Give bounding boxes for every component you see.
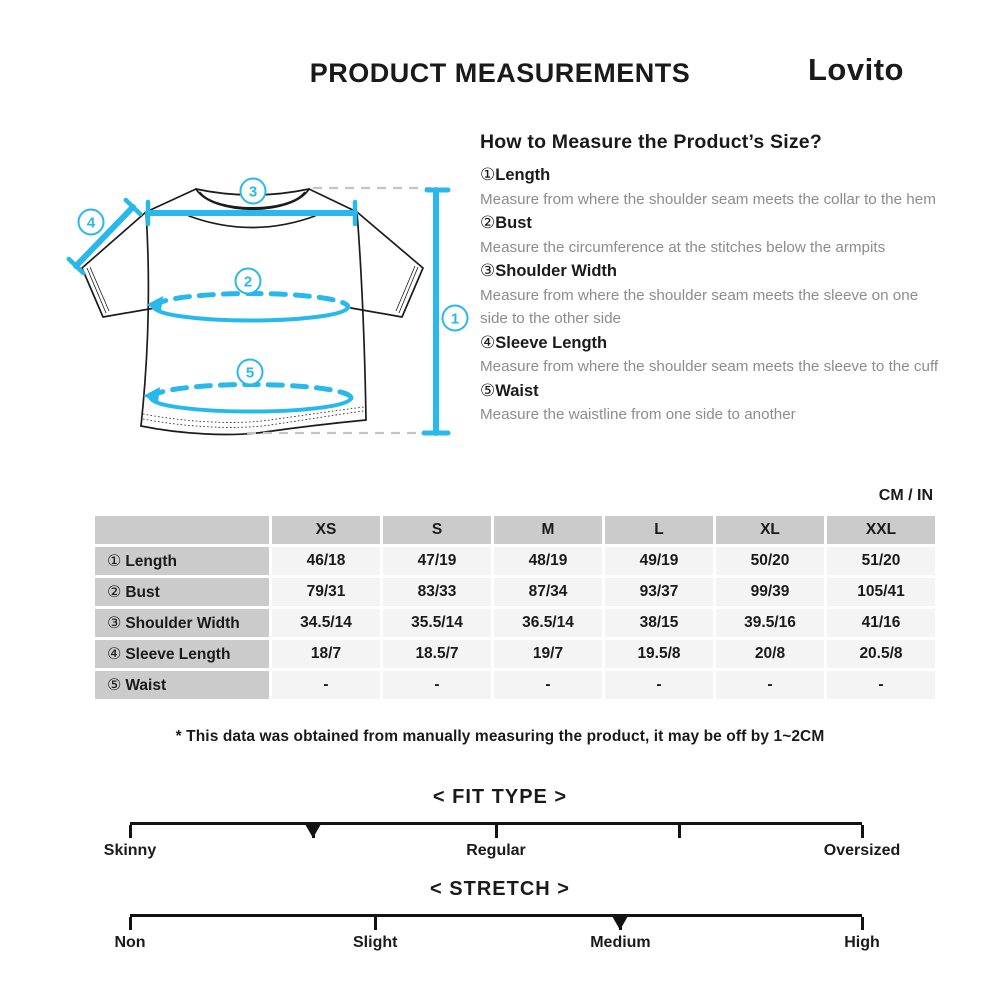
col-header-xs: XS xyxy=(272,516,380,544)
scale-label-non: Non xyxy=(114,934,146,951)
table-row xyxy=(95,578,935,606)
cell-value: 41/16 xyxy=(827,609,935,637)
cell-value: 18.5/7 xyxy=(383,640,491,668)
badge-sleeve-length: 4 xyxy=(86,214,96,232)
row-title: Sleeve Length xyxy=(125,646,231,663)
cell-value: 87/34 xyxy=(494,578,602,606)
cell-value: 93/37 xyxy=(605,578,713,606)
how-to-measure-section xyxy=(480,131,940,427)
measure-item-desc: Measure from where the shoulder seam meets the sleeve to the cuff xyxy=(480,358,939,375)
row-number: ③ xyxy=(107,615,122,632)
row-title: Shoulder Width xyxy=(125,615,240,632)
cell-value: 20.5/8 xyxy=(827,640,935,668)
page-title: PRODUCT MEASUREMENTS xyxy=(309,58,691,88)
cell-value: 35.5/14 xyxy=(383,609,491,637)
cell-value: - xyxy=(827,671,935,699)
cell-value: - xyxy=(383,671,491,699)
item-title: Shoulder Width xyxy=(495,262,618,280)
item-number: ⑤ xyxy=(480,380,496,400)
measure-item-label xyxy=(480,379,940,404)
row-label xyxy=(95,578,269,606)
measure-item-desc: Measure the circumference at the stitches below the armpits xyxy=(480,238,886,256)
table-row xyxy=(95,640,935,668)
tshirt-measurement-diagram xyxy=(55,160,475,470)
cell-value: 19/7 xyxy=(494,640,602,668)
cell-value: 51/20 xyxy=(827,547,935,575)
cell-value: 18/7 xyxy=(272,640,380,668)
size-table xyxy=(92,513,938,702)
table-row xyxy=(95,609,935,637)
item-title: Sleeve Length xyxy=(495,333,608,352)
cell-value: 47/19 xyxy=(383,547,491,575)
scale-label-regular: Regular xyxy=(466,842,526,859)
measure-item-desc: Measure from where the shoulder seam meets the sleeve on one side to the other side xyxy=(480,286,919,327)
scale-label-skinny: Skinny xyxy=(103,842,157,859)
cell-value: 20/8 xyxy=(716,640,824,668)
scale-tick xyxy=(129,825,132,838)
badge-length: 1 xyxy=(450,310,460,328)
stretch-heading: < STRETCH > xyxy=(430,878,570,900)
cell-value: 50/20 xyxy=(716,547,824,575)
cell-value: - xyxy=(716,671,824,699)
row-number: ④ xyxy=(107,646,122,663)
item-number: ② xyxy=(480,213,496,232)
cell-value: 105/41 xyxy=(827,578,935,606)
cell-value: - xyxy=(272,671,380,699)
col-header-xl: XL xyxy=(716,516,824,544)
stretch-scale xyxy=(114,914,880,954)
item-title: Length xyxy=(495,166,551,184)
fit-type-heading: < FIT TYPE > xyxy=(432,786,568,808)
measure-item-label xyxy=(480,211,940,236)
item-number: ① xyxy=(480,165,496,184)
row-title: Waist xyxy=(125,677,167,694)
scale-label-slight: Slight xyxy=(353,934,398,951)
measure-item-label xyxy=(480,331,940,356)
measure-item-desc: Measure from where the shoulder seam meets the collar to the hem xyxy=(480,190,936,208)
stretch-marker-icon xyxy=(612,916,628,930)
scale-tick xyxy=(861,825,864,838)
scale-label-medium: Medium xyxy=(590,934,651,951)
badge-shoulder-width: 3 xyxy=(248,183,258,201)
item-number: ④ xyxy=(480,332,496,352)
badge-bust: 2 xyxy=(243,273,253,291)
scale-tick xyxy=(374,917,377,930)
cell-value: 36.5/14 xyxy=(494,609,602,637)
row-number: ② xyxy=(107,584,122,601)
row-label xyxy=(95,640,269,668)
header-empty-cell xyxy=(95,516,269,544)
col-header-l: L xyxy=(605,516,713,544)
scale-label-oversized: Oversized xyxy=(823,842,901,859)
tshirt-diagram-icon xyxy=(55,160,475,470)
cell-value: 39.5/16 xyxy=(716,609,824,637)
unit-label: CM / IN xyxy=(878,487,933,504)
row-number: ⑤ xyxy=(107,677,122,694)
scale-tick xyxy=(861,917,864,930)
item-title: Bust xyxy=(495,214,532,232)
row-title: Bust xyxy=(125,584,160,601)
item-title: Waist xyxy=(495,381,539,400)
cell-value: 83/33 xyxy=(383,578,491,606)
scale-tick xyxy=(495,825,498,838)
brand-logo: Lovito xyxy=(808,52,904,87)
cell-value: 38/15 xyxy=(605,609,713,637)
fit-type-marker-icon xyxy=(305,824,321,838)
measure-item-label xyxy=(480,163,940,188)
col-header-xxl: XXL xyxy=(827,516,935,544)
cell-value: - xyxy=(494,671,602,699)
measure-item-label xyxy=(480,259,940,284)
row-title: Length xyxy=(125,553,177,570)
table-row xyxy=(95,547,935,575)
measure-item-desc: Measure the waistline from one side to another xyxy=(480,406,796,423)
cell-value: - xyxy=(605,671,713,699)
cell-value: 48/19 xyxy=(494,547,602,575)
col-header-m: M xyxy=(494,516,602,544)
col-header-s: S xyxy=(383,516,491,544)
cell-value: 34.5/14 xyxy=(272,609,380,637)
row-label xyxy=(95,547,269,575)
scale-label-high: High xyxy=(844,934,880,951)
row-label xyxy=(95,609,269,637)
fit-type-scale xyxy=(103,822,901,862)
cell-value: 19.5/8 xyxy=(605,640,713,668)
cell-value: 79/31 xyxy=(272,578,380,606)
cell-value: 46/18 xyxy=(272,547,380,575)
scale-tick xyxy=(678,825,681,838)
measurement-disclaimer: * This data was obtained from manually measuring the product, it may be off by 1~2CM xyxy=(175,728,825,745)
table-header-row xyxy=(95,516,935,544)
table-row xyxy=(95,671,935,699)
scale-tick xyxy=(129,917,132,930)
badge-waist: 5 xyxy=(245,364,255,382)
cell-value: 49/19 xyxy=(605,547,713,575)
row-number: ① xyxy=(107,553,122,570)
item-number: ③ xyxy=(480,261,496,280)
cell-value: 99/39 xyxy=(716,578,824,606)
row-label xyxy=(95,671,269,699)
how-to-heading: How to Measure the Product’s Size? xyxy=(480,131,822,153)
